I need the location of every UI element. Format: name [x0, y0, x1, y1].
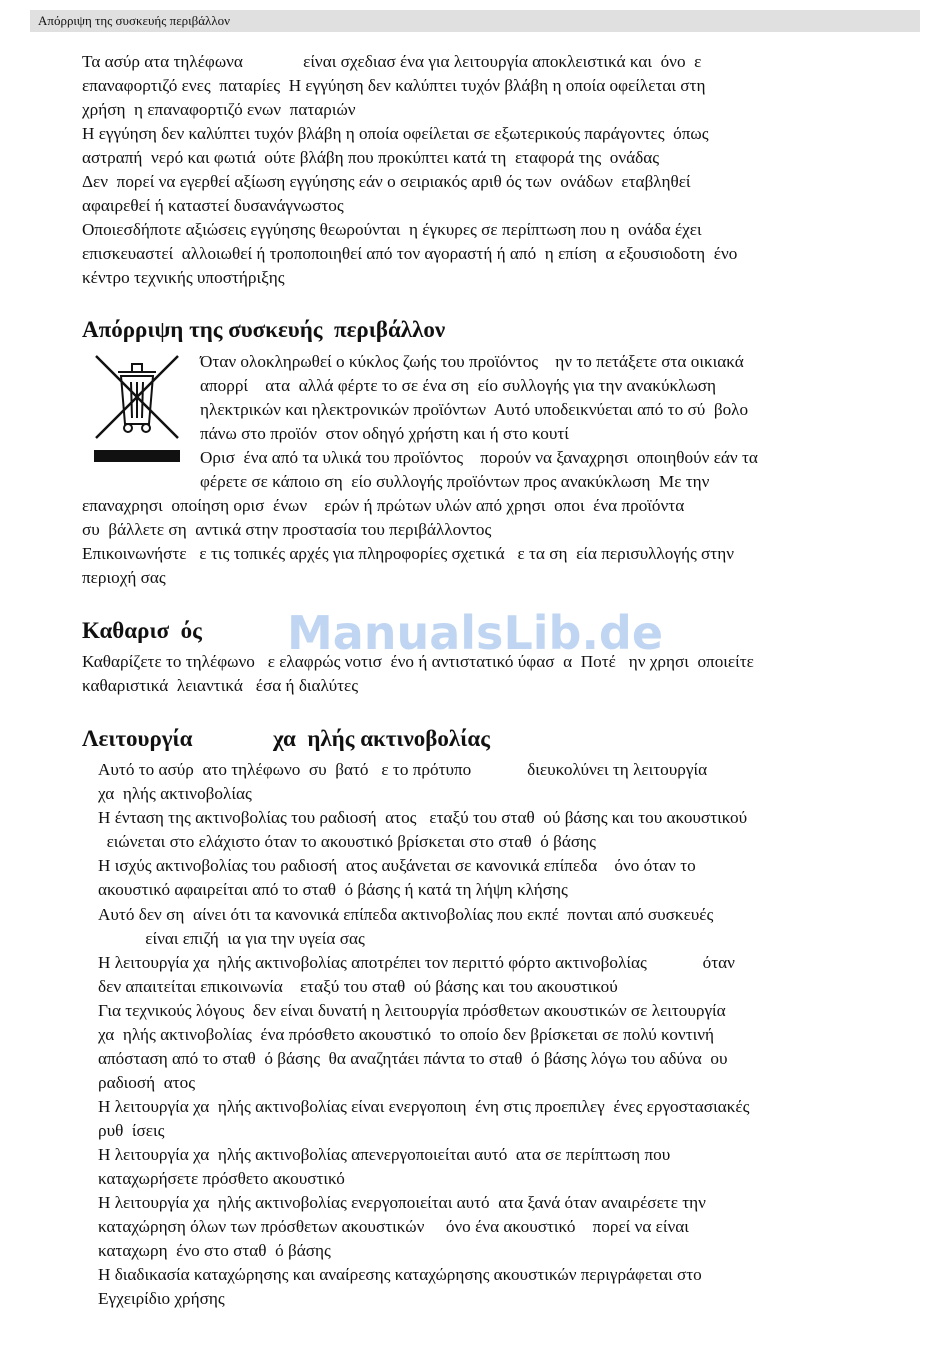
- text-line: καταχώρηση όλων των πρόσθετων ακουστικών όνο ένα ακουστικό πορεί να είναι: [98, 1217, 689, 1236]
- page-header: Απόρριψη της συσκευής περιβάλλον: [30, 10, 920, 32]
- text-line: Τα ασύρ ατα τηλέφωνα είναι σχεδιασ ένα για λειτουργία αποκλειστικά και όνο ε: [82, 52, 702, 71]
- text-line: Για τεχνικούς λόγους δεν είναι δυνατή η λειτουργία πρόσθετων ακουστικών σε λειτουργία: [98, 1001, 726, 1020]
- text-line: Όταν ολοκληρωθεί ο κύκλος ζωής του προϊόντος ην το πετάξετε στα οικιακά: [200, 352, 744, 371]
- text-line: ειώνεται στο ελάχιστο όταν το ακουστικό βρίσκεται στο σταθ ό βάσης: [98, 832, 596, 851]
- text-line: επαναχρησι οποίηση ορισ ένων ερών ή πρώτων υλών από χρησι οποι ένα προϊόντα: [82, 496, 685, 515]
- text-line: Η λειτουργία χα ηλής ακτινοβολίας αποτρέπει τον περιττό φόρτο ακτινοβολίας όταν: [98, 953, 735, 972]
- text-line: καταχωρήσετε πρόσθετο ακουστικό: [98, 1169, 345, 1188]
- text-line: επαναφορτιζό ενες παταρίες Η εγγύηση δεν καλύπτει τυχόν βλάβη η οποία οφείλεται στη: [82, 76, 706, 95]
- text-line: ακουστικό αφαιρείται από το σταθ ό βάσης ή κατά τη λήψη κλήσης: [98, 880, 568, 899]
- text-line: Η λειτουργία χα ηλής ακτινοβολίας ενεργοποιείται αυτό ατα ξανά όταν αναιρέσετε την: [98, 1193, 706, 1212]
- watermark: ManualsLib.de: [286, 606, 664, 660]
- text-line: Η ισχύς ακτινοβολίας του ραδιοσή ατος αυξάνεται σε κανονικά επίπεδα όνο όταν το: [98, 856, 696, 875]
- text-line: Οποιεσδήποτε αξιώσεις εγγύησης θεωρούνται η έγκυρες σε περίπτωση που η ονάδα έχει: [82, 220, 702, 239]
- text-line: ραδιοσή ατος: [98, 1073, 196, 1092]
- text-line: Ορισ ένα από τα υλικά του προϊόντος πορούν να ξαναχρησι οποιηθούν εάν τα: [200, 448, 758, 467]
- text-line: απόσταση από το σταθ ό βάσης θα αναζητάει πάντα το σταθ ό βάσης λόγω του αδύνα ου: [98, 1049, 728, 1068]
- text-line: φέρετε σε κάποιο ση είο συλλογής προϊόντων προς ανακύκλωση Με την: [200, 472, 710, 491]
- section-heading: Λειτουργία χα ηλής ακτινοβολίας: [82, 726, 490, 751]
- text-line: Αυτό δεν ση αίνει ότι τα κανονικά επίπεδα ακτινοβολίας που εκπέ πονται από συσκευές: [98, 905, 714, 924]
- text-line: επισκευαστεί αλλοιωθεί ή τροποποιηθεί από τον αγοραστή ή από η επίση α εξουσιοδοτη ένο: [82, 244, 738, 263]
- text-line: πάνω στο προϊόν στον οδηγό χρήστη και ή στο κουτί: [200, 424, 569, 443]
- section-heading: Απόρριψη της συσκευής περιβάλλον: [82, 317, 446, 342]
- text-line: Επικοινωνήστε ε τις τοπικές αρχές για πληροφορίες σχετικά ε τα ση εία περισυλλογής στην: [82, 544, 734, 563]
- text-line: ρυθ ίσεις: [98, 1121, 165, 1140]
- text-line: Δεν πορεί να εγερθεί αξίωση εγγύησης εάν ο σειριακός αριθ ός των ονάδων εταβληθεί: [82, 172, 691, 191]
- text-line: Η ένταση της ακτινοβολίας του ραδιοσή ατος εταξύ του σταθ ού βάσης και του ακουστικού: [98, 808, 748, 827]
- text-line: αστραπή νερό και φωτιά ούτε βλάβη που προκύπτει κατά τη εταφορά της ονάδας: [82, 148, 660, 167]
- text-line: απορρί ατα αλλά φέρτε το σε ένα ση είο συλλογής για την ανακύκλωση: [200, 376, 717, 395]
- text-line: Η διαδικασία καταχώρησης και αναίρεσης καταχώρησης ακουστικών περιγράφεται στο: [98, 1265, 702, 1284]
- text-line: χρήση η επαναφορτιζό ενων παταριών: [82, 100, 356, 119]
- text-line: χα ηλής ακτινοβολίας: [98, 784, 252, 803]
- text-line: είναι επιζή ια για την υγεία σας: [98, 929, 365, 948]
- text-line: ηλεκτρικών και ηλεκτρονικών προϊόντων Αυτό υποδεικνύεται από το σύ βολο: [200, 400, 749, 419]
- text-line: Η εγγύηση δεν καλύπτει τυχόν βλάβη η οποία οφείλεται σε εξωτερικούς παράγοντες όπως: [82, 124, 709, 143]
- text-line: Καθαρίζετε το τηλέφωνο ε ελαφρώς νοτισ ένο ή αντιστατικό ύφασ α Ποτέ ην χρησι οποιείτε: [82, 652, 754, 671]
- section-heading: Καθαρισ ός: [82, 618, 202, 643]
- text-line: περιοχή σας: [82, 568, 166, 587]
- text-line: Η λειτουργία χα ηλής ακτινοβολίας απενεργοποιείται αυτό ατα σε περίπτωση που: [98, 1145, 671, 1164]
- text-line: καταχωρη ένο στο σταθ ό βάσης: [98, 1241, 331, 1260]
- text-line: Η λειτουργία χα ηλής ακτινοβολίας είναι ενεργοποιη ένη στις προεπιλεγ ένες εργοστασιακές: [98, 1097, 750, 1116]
- text-line: αφαιρεθεί ή καταστεί δυσανάγνωστος: [82, 196, 344, 215]
- text-line: συ βάλλετε ση αντικά στην προστασία του περιβάλλοντος: [82, 520, 492, 539]
- text-line: δεν απαιτείται επικοινωνία εταξύ του σταθ ού βάσης και του ακουστικού: [98, 977, 618, 996]
- text-line: Αυτό το ασύρ ατο τηλέφωνο συ βατό ε το πρότυπο διευκολύνει τη λειτουργία: [98, 760, 708, 779]
- text-line: κέντρο τεχνικής υποστήριξης: [82, 268, 285, 287]
- text-line: καθαριστικά λειαντικά έσα ή διαλύτες: [82, 676, 359, 695]
- text-line: Εγχειρίδιο χρήσης: [98, 1289, 225, 1308]
- text-line: χα ηλής ακτινοβολίας ένα πρόσθετο ακουστικό το οποίο δεν βρίσκεται σε πολύ κοντινή: [98, 1025, 714, 1044]
- recycle-bin-icon: [88, 350, 184, 466]
